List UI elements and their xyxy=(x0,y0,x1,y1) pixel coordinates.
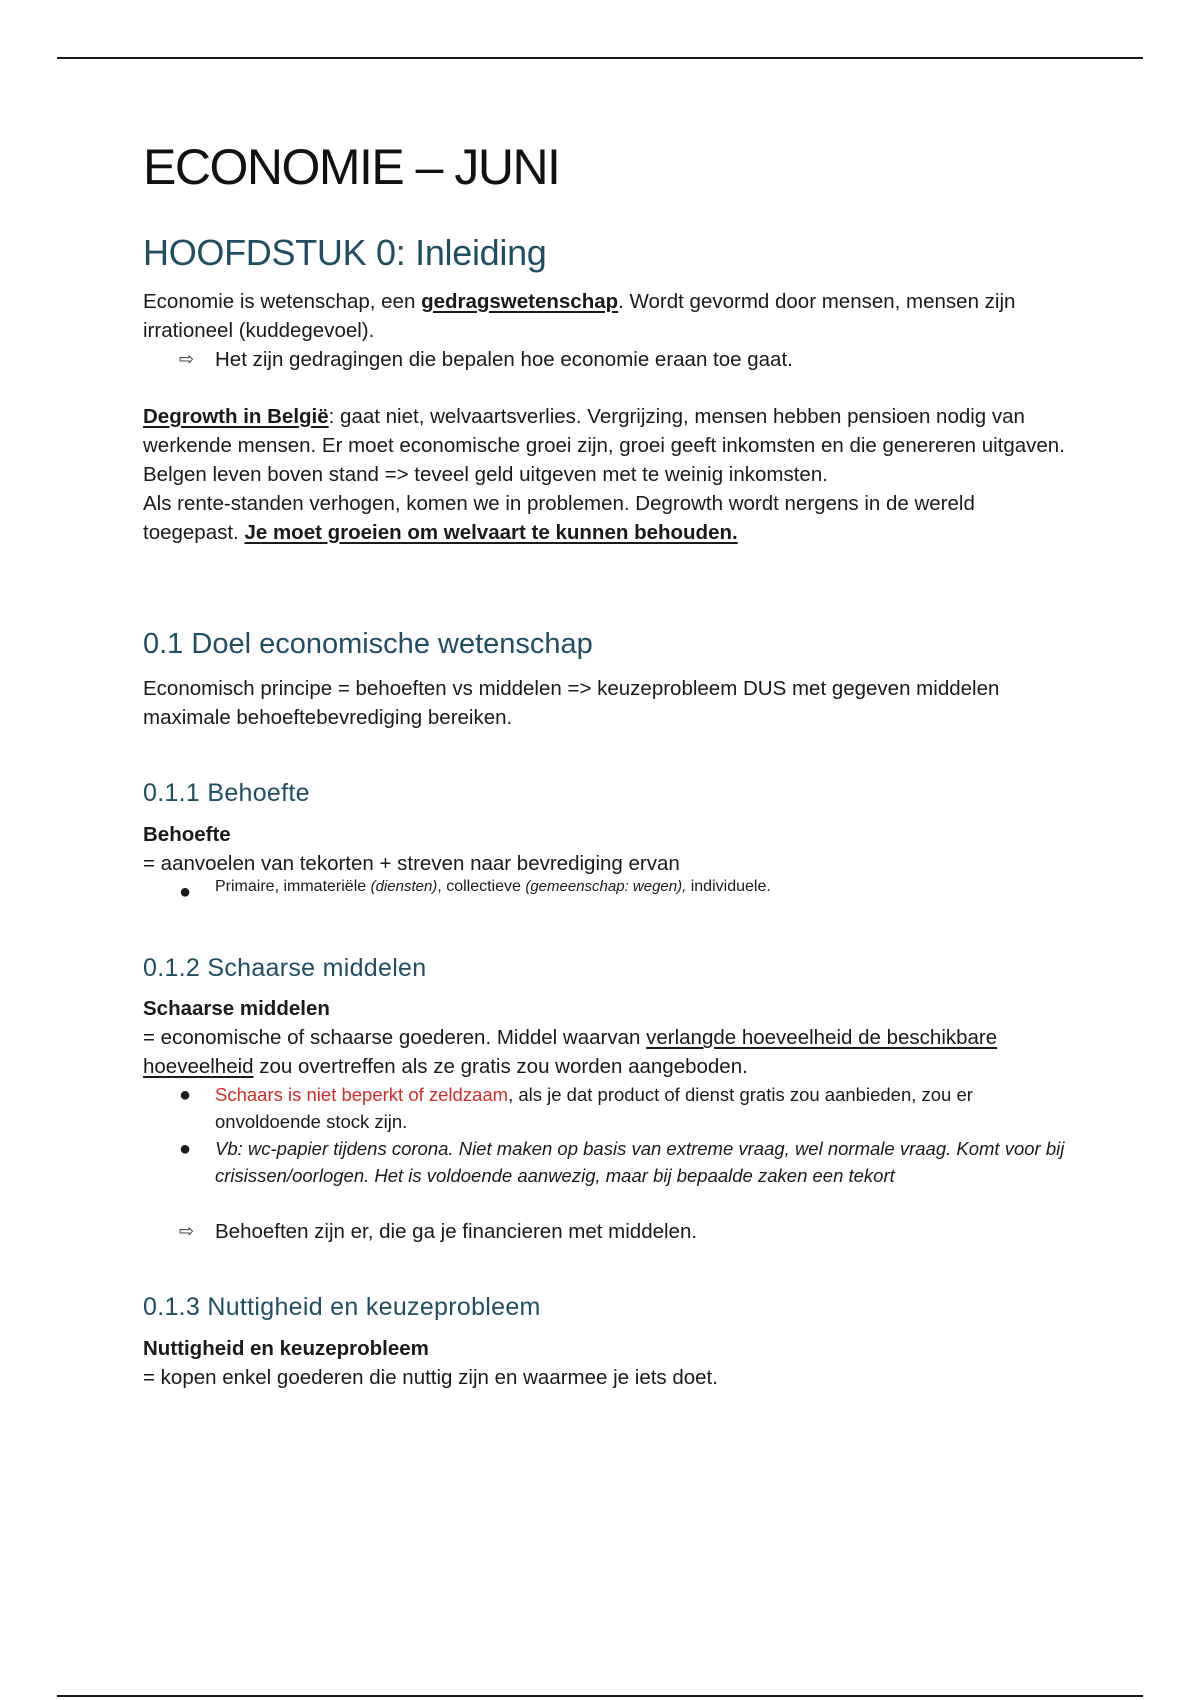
paragraph-economisch-principe: Economisch principe = behoeften vs middelen => keuzeprobleem DUS met gegeven middelen maximale behoeftebevrediging bereiken. xyxy=(143,677,1000,730)
section-0-1-1-heading: 0.1.1 Behoefte xyxy=(143,779,310,808)
definition-behoefte: = aanvoelen van tekorten + streven naar bevrediging ervan xyxy=(143,851,680,875)
list-item: ● Vb: wc-papier tijdens corona. Niet maken op basis van extreme vraag, wel normale vraag. Komt voor bij crisissen/oorlogen. Het is voldoende aanwezig, maar bij bepaalde zaken een tekort xyxy=(179,1135,1073,1189)
bottom-rule xyxy=(57,1695,1143,1697)
right-arrow-icon: ⇨ xyxy=(179,1221,195,1242)
key-statement: Je moet groeien om welvaart te kunnen behouden. xyxy=(244,520,738,544)
bullet-icon: ● xyxy=(179,1084,192,1107)
section-0-1-heading: 0.1 Doel economische wetenschap xyxy=(143,627,593,660)
definition-schaarse-middelen: = economische of schaarse goederen. Middel waarvan verlangde hoeveelheid de beschikbare hoeveelheid zou overtreffen als ze gratis zou worden aangeboden. xyxy=(143,1026,998,1079)
paragraph-rente: Als rente-standen verhogen, komen we in problemen. Degrowth wordt nergens in de wereld toegepast. Je moet groeien om welvaart te kunnen behouden. xyxy=(143,491,975,544)
definition-nuttigheid: = kopen enkel goederen die nuttig zijn en waarmee je iets doet. xyxy=(143,1365,718,1389)
right-arrow-icon: ⇨ xyxy=(179,348,195,369)
bullet-icon: ● xyxy=(179,880,192,903)
document-body xyxy=(143,140,1073,1392)
schaarse-list xyxy=(143,1081,1073,1189)
paragraph-degrowth: Degrowth in België: gaat niet, welvaartsverlies. Vergrijzing, mensen hebben pensioen nodig van werkende mensen. Er moet economische groei zijn, groei geeft inkomsten en die genereren uitgaven. xyxy=(143,404,1065,457)
term-schaarse-middelen: Schaarse middelen xyxy=(143,997,330,1021)
document-title: ECONOMIE – JUNI xyxy=(143,139,560,195)
bullet-icon: ● xyxy=(179,1138,192,1161)
term-degrowth: Degrowth in België xyxy=(143,404,329,428)
section-0-1-2-heading: 0.1.2 Schaarse middelen xyxy=(143,953,427,982)
chapter-0-heading: HOOFDSTUK 0: Inleiding xyxy=(143,232,547,273)
term-gedragswetenschap: gedragswetenschap xyxy=(421,289,619,313)
paragraph-intro: Economie is wetenschap, een gedragswetenschap. Wordt gevormd door mensen, mensen zijn irrationeel (kuddegevoel). xyxy=(143,289,1016,342)
term-behoefte: Behoefte xyxy=(143,822,231,846)
list-item: ● Schaars is niet beperkt of zeldzaam, als je dat product of dienst gratis zou aanbieden, zou er onvoldoende stock zijn. xyxy=(179,1081,1073,1135)
term-nuttigheid: Nuttigheid en keuzeprobleem xyxy=(143,1336,429,1360)
behoefte-list xyxy=(143,878,1073,907)
top-rule xyxy=(57,57,1143,59)
arrow-point-gedragingen: ⇨ Het zijn gedragingen die bepalen hoe economie eraan toe gaat. xyxy=(179,345,1073,374)
paragraph-belgen: Belgen leven boven stand => teveel geld uitgeven met te weinig inkomsten. xyxy=(143,462,828,486)
list-item: ● Primaire, immateriële (diensten), collectieve (gemeenschap: wegen), individuele. xyxy=(179,878,1073,907)
section-0-1-3-heading: 0.1.3 Nuttigheid en keuzeprobleem xyxy=(143,1293,541,1322)
arrow-point-behoeften: ⇨ Behoeften zijn er, die ga je financieren met middelen. xyxy=(179,1217,1073,1246)
